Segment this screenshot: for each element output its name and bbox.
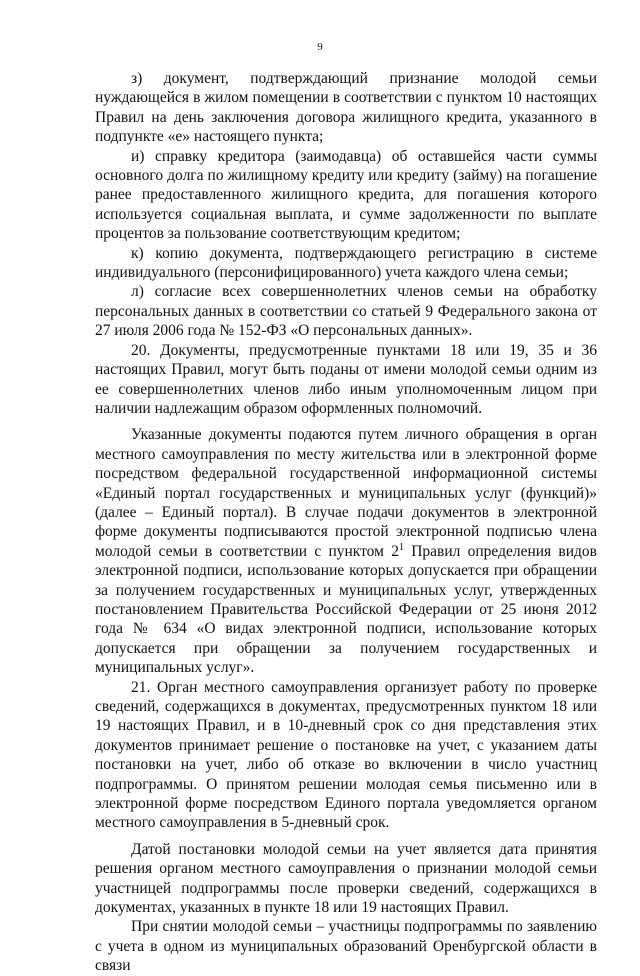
paragraph-text-part: Указанные документы подаются путем личного обращения в орган местного самоуправления по месту жительства или в электронной форме посредством федеральной государственной информационной системы «Единый портал государственных и муниципальных услуг (функций)» (далее – Единый портал). В случае подачи документов в электронной форме документы подписываются простой электронной подписью члена молодой семьи в соответствии с пунктом 2	[95, 426, 597, 560]
paragraph-clause-20: 20. Документы, предусмотренные пунктами 18 или 19, 35 и 36 настоящих Правил, могут быть поданы от имени молодой семьи одним из ее совершеннолетних членов либо иным уполномоченным лицом при наличии надлежащим образом оформленных полномочий.	[95, 341, 597, 417]
paragraph-item-z: з) документ, подтверждающий признание молодой семьи нуждающейся в жилом помещении в соответствии с пунктом 10 настоящих Правил на день заключения договора жилищного кредита, указанного в подпункте «е» настоящего пункта;	[95, 70, 597, 146]
paragraph-submission-method	[95, 425, 597, 677]
paragraph-deregistration: При снятии молодой семьи – участницы подпрограммы по заявлению с учета в одном из муниципальных образований Оренбургской области в связи	[95, 918, 597, 975]
paragraph-item-i: и) справку кредитора (заимодавца) об оставшейся части суммы основного долга по жилищному кредиту или кредиту (займу) на погашение ранее предоставленного жилищного кредита, для погашения которого используется социальная выплата, и сумме задолженности по выплате процентов за пользование соответствующим кредитом;	[95, 147, 597, 243]
paragraph-item-k: к) копию документа, подтверждающего регистрацию в системе индивидуального (персонифицированного) учета каждого члена семьи;	[95, 244, 597, 282]
page-number: 9	[317, 41, 323, 53]
paragraph-item-l: л) согласие всех совершеннолетних членов семьи на обработку персональных данных в соответствии со статьей 9 Федерального закона от 27 июля 2006 года № 152-ФЗ «О персональных данных».	[95, 283, 597, 340]
paragraph-clause-21: 21. Орган местного самоуправления организует работу по проверке сведений, содержащихся в документах, предусмотренных пунктом 18 или 19 настоящих Правил, и в 10-дневный срок со дня представления этих документов принимает решение о постановке на учет, с указанием даты постановки на учет, либо об отказе во включении в число участниц подпрограммы. О принятом решении молодая семья письменно или в электронной форме посредством Единого портала уведомляется органом местного самоуправления в 5-дневный срок.	[95, 678, 597, 832]
superscript-marker: 1	[398, 541, 404, 553]
paragraph-text-part: Правил определения видов электронной подписи, использование которых допускается при обращении за получением государственных и муниципальных услуг, утвержденных постановлением Правительства Российской Федерации от 25 июня 2012 года № 634 «О видах электронной подписи, использование которых допускается при обращении за получением государственных и муниципальных услуг».	[95, 542, 597, 677]
paragraph-registration-date: Датой постановки молодой семьи на учет является дата принятия решения органом местного самоуправления о признании молодой семьи участницей подпрограммы после проверки сведений, содержащихся в документах, указанных в пункте 18 или 19 настоящих Правил.	[95, 840, 597, 917]
document-body	[95, 69, 597, 976]
